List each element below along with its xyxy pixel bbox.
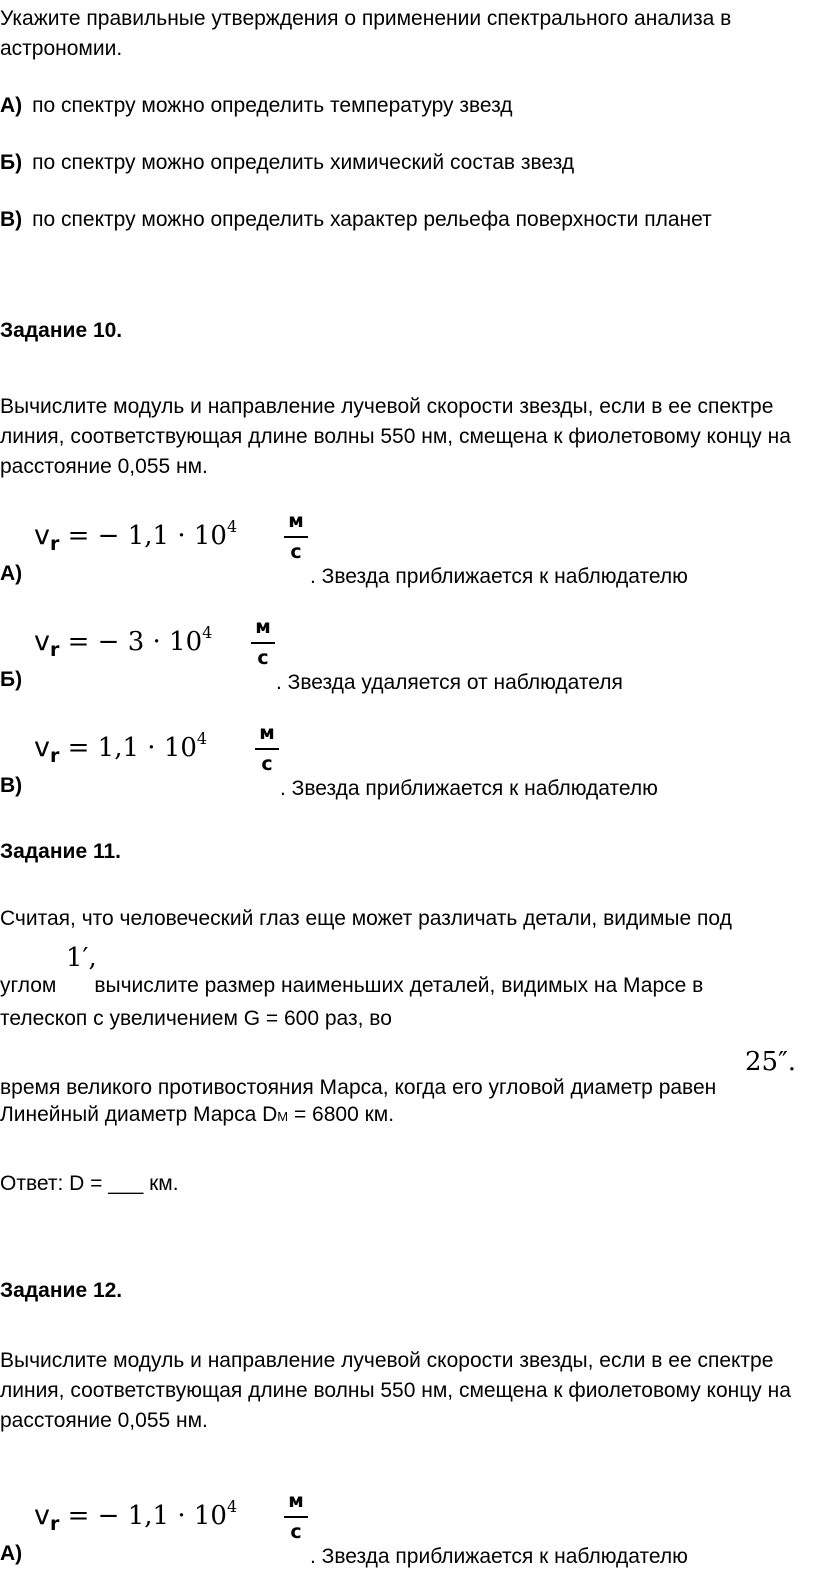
task10-option-b-formula: $v_r$ = − $3 \cdot 10^4$: [34, 623, 213, 661]
task12-heading: Задание 12.: [0, 1279, 123, 1302]
task11-answer: Ответ: D = ___ км.: [0, 1172, 179, 1195]
task12-question: Вычислите модуль и направление лучевой скорости звезды, если в ее спектре линия, соответствующая длине волны 550 нм, смещена к фиолетовому концу на расстояние 0,055 нм.: [0, 1349, 791, 1432]
task10-option-a-text: . Звезда приближается к наблюдателю: [310, 565, 688, 588]
task11-line5: Линейный диаметр Марса DМ = 6800 км.: [0, 1103, 395, 1126]
q9-question: Укажите правильные утверждения о применении спектрального анализа в астрономии.: [0, 7, 732, 60]
velocity-unit-fraction: м с: [251, 616, 275, 669]
angle-value: 1′,: [66, 943, 97, 973]
q9-option-b: [0, 151, 574, 175]
task10-option-c-letter: В): [0, 774, 23, 797]
task10-option-b-text: . Звезда удаляется от наблюдателя: [276, 671, 623, 694]
task12-option-a-text: . Звезда приближается к наблюдателю: [310, 1545, 688, 1568]
task10-question: Вычислите модуль и направление лучевой скорости звезды, если в ее спектре линия, соответствующая длине волны 550 нм, смещена к фиолетовому концу на расстояние 0,055 нм.: [0, 395, 791, 478]
angular-diameter-value: 25″.: [745, 1047, 797, 1077]
velocity-unit-fraction: м с: [284, 1490, 308, 1543]
task11-line4: время великого противостояния Марса, когда его угловой диаметр равен: [0, 1076, 717, 1099]
task11-heading: Задание 11.: [0, 840, 121, 863]
option-text: по спектру можно определить химический состав звезд: [32, 151, 575, 174]
option-text: по спектру можно определить характер рельефа поверхности планет: [32, 208, 712, 231]
task10-heading: Задание 10.: [0, 319, 123, 342]
option-letter: В): [0, 208, 23, 231]
task11-line1: Считая, что человеческий глаз еще может различать детали, видимые под: [0, 907, 732, 930]
task10-option-c-text: . Звезда приближается к наблюдателю: [280, 777, 658, 800]
option-letter: Б): [0, 151, 23, 174]
q9-option-a: [0, 94, 513, 118]
velocity-unit-fraction: м с: [255, 722, 279, 775]
velocity-unit-fraction: м с: [284, 510, 308, 563]
task11-line2: углом вычислите размер наименьших деталей, видимых на Марсе в: [0, 974, 704, 997]
task12-option-a-letter: А): [0, 1542, 23, 1565]
task12-option-a-formula: $v_r$ = − $1,1 \cdot 10^4$: [34, 1497, 238, 1535]
option-letter: А): [0, 94, 23, 117]
task10-option-c-formula: $v_r = 1,1 \cdot 10^4$: [34, 729, 208, 767]
task11-line3: телескоп с увеличением G = 600 раз, во: [0, 1007, 392, 1030]
task10-option-a-letter: А): [0, 562, 23, 585]
task10-option-b-letter: Б): [0, 668, 23, 691]
q9-option-c: [0, 208, 712, 232]
task10-option-a-formula: $v_r$ = − $1,1 \cdot 10^4$: [34, 517, 238, 555]
option-text: по спектру можно определить температуру звезд: [32, 94, 513, 117]
